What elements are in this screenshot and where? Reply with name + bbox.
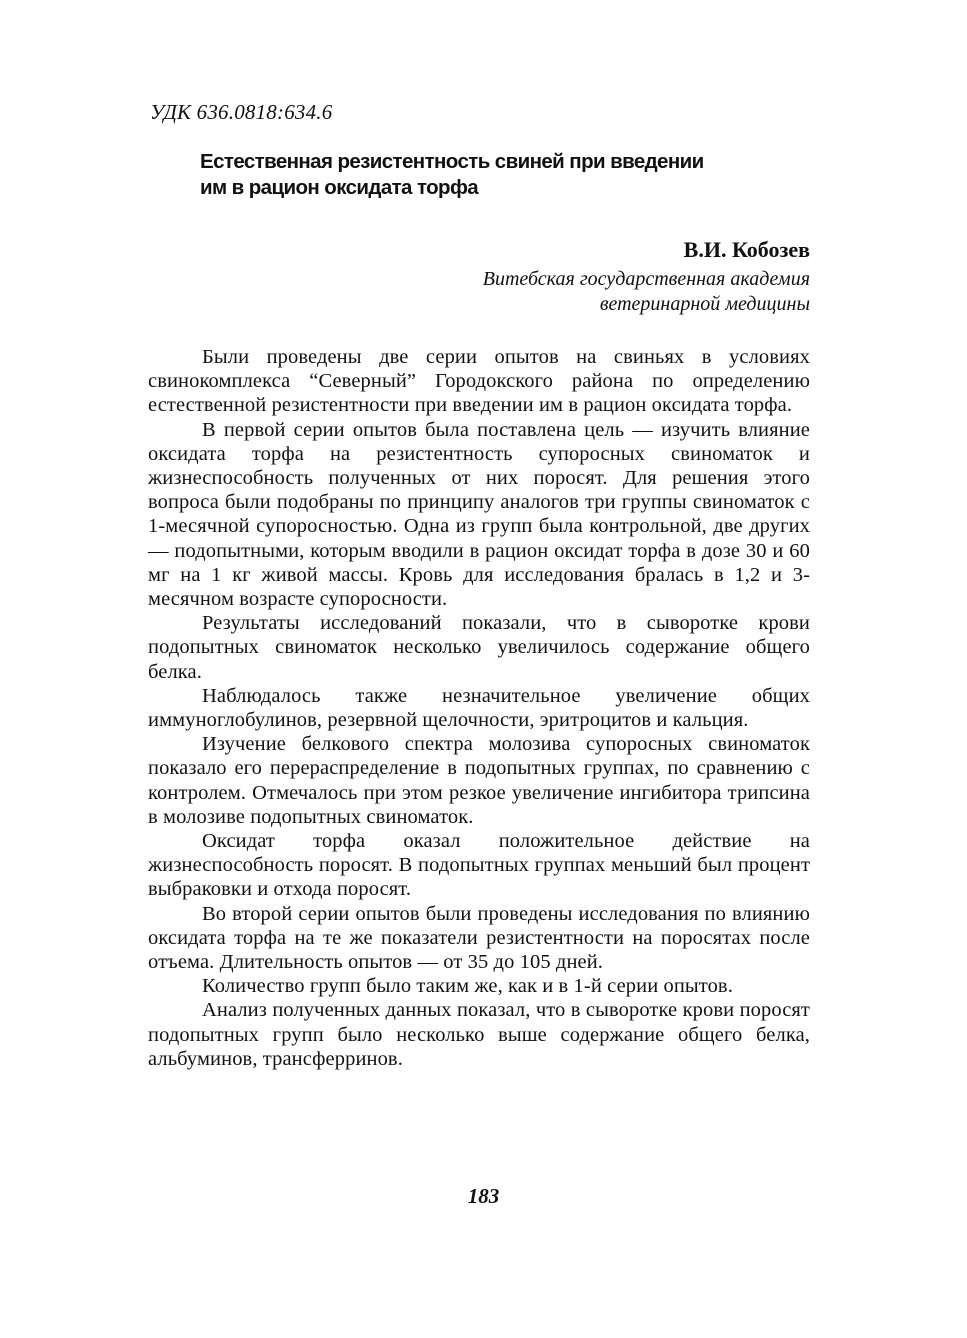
body-paragraph: Количество групп было таким же, как и в 1-й серии опытов. bbox=[202, 975, 733, 998]
body-paragraph: Были проведены две серии опытов на свиньях в условиях свинокомплекса “Северный” Городокского района по определению естественной резистентности при введении им в рацион оксидата торфа. bbox=[148, 346, 810, 417]
article-page bbox=[148, 100, 810, 1071]
title-line: им в рацион оксидата торфа bbox=[200, 176, 479, 199]
body-paragraph: Во второй серии опытов были проведены исследования по влиянию оксидата торфа на те же показатели резистентности на поросятах после отъема. Длительность опытов — от 35 до 105 дней. bbox=[148, 902, 810, 974]
article-body bbox=[148, 345, 810, 1071]
body-paragraph: Оксидат торфа оказал положительное действие на жизнеспособность поросят. В подопытных группах меньший был процент выбраковки и отхода поросят. bbox=[148, 830, 810, 901]
author-affiliation bbox=[148, 267, 810, 317]
udk-code: УДК 636.0818:634.6 bbox=[150, 100, 333, 124]
body-paragraph: Изучение белкового спектра молозива супоросных свиноматок показало его перераспределение в подопытных группах, по сравнению с контролем. Отмечалось при этом резкое увеличение ингибитора трипсина в молозиве подопытных свиноматок. bbox=[148, 733, 810, 828]
affiliation-line: Витебская государственная академия bbox=[482, 268, 810, 290]
body-paragraph: Наблюдалось также незначительное увеличение общих иммуноглобулинов, резервной щелочности, эритроцитов и кальция. bbox=[148, 684, 810, 732]
affiliation-line: ветеринарной медицины bbox=[599, 293, 810, 315]
body-paragraph: Результаты исследований показали, что в сыворотке крови подопытных свиноматок несколько увеличилось содержание общего белка. bbox=[148, 612, 810, 683]
article-title bbox=[200, 149, 810, 201]
body-paragraph: Анализ полученных данных показал, что в сыворотке крови поросят подопытных групп было несколько выше содержание общего белка, альбуминов, трансферринов. bbox=[148, 999, 810, 1070]
body-paragraph: В первой серии опытов была поставлена цель — изучить влияние оксидата торфа на резистентность супоросных свиноматок и жизнеспособность полученных от них поросят. Для решения этого вопроса были подобраны по принципу аналогов три группы свиноматок с 1-месячной супоросностью. Одна из групп была контрольной, две других — подопытными, которым вводили в рацион оксидат торфа в дозе 30 и 60 мг на 1 кг живой массы. Кровь для исследования бралась в 1,2 и 3-месячном возрасте супоросности. bbox=[148, 418, 810, 611]
page-number: 183 bbox=[467, 1184, 500, 1208]
title-line: Естественная резистентность свиней при введении bbox=[200, 150, 704, 173]
author-name: В.И. Кобозев bbox=[683, 237, 810, 262]
